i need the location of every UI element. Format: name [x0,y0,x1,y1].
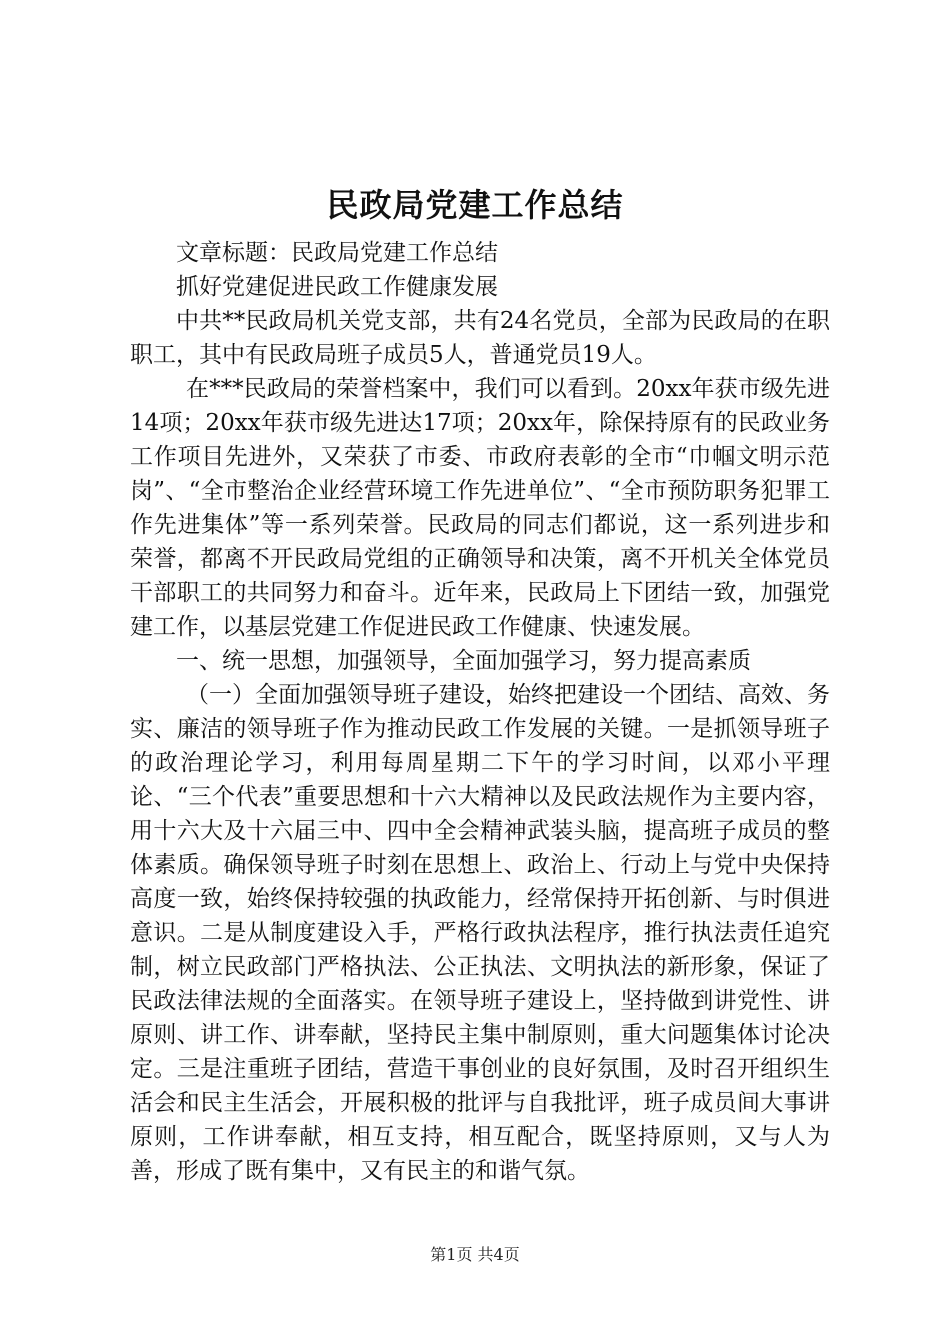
section-heading-one: 一、统一思想，加强领导，全面加强学习，努力提高素质 [176,648,751,674]
paragraph-leadership: （一）全面加强领导班子建设，始终把建设一个团结、高效、务实、廉洁的领导班子作为推动民政工作发展的关键。一是抓领导班子的政治理论学习，利用每周星期二下午的学习时间，以邓小平理论、“三个代表”重要思想和十六大精神以及民政法规作为主要内容，用十六大及十六届三中、四中全会精神武装头脑，提高班子成员的整体素质。确保领导班子时刻在思想上、政治上、行动上与党中央保持高度一致，始终保持较强的执政能力，经常保持开拓创新、与时俱进意识。二是从制度建设入手，严格行政执法程序，推行执法责任追究制，树立民政部门严格执法、公正执法、文明执法的新形象，保证了民政法律法规的全面落实。在领导班子建设上，坚持做到讲党性、讲原则、讲工作、讲奉献，坚持民主集中制原则，重大问题集体讨论决定。三是注重班子团结，营造干事创业的良好氛围，及时召开组织生活会和民主生活会，开展积极的批评与自我批评，班子成员间大事讲原则，工作讲奉献，相互支持，相互配合，既坚持原则，又与人为善，形成了既有集中，又有民主的和谐气氛。 [130,682,830,1184]
document-body [130,236,830,1188]
page-footer: 第1页 共4页 [430,1245,520,1264]
document-title: 民政局党建工作总结 [326,186,624,224]
paragraph-subtitle: 抓好党建促进民政工作健康发展 [176,274,498,300]
paragraph-article-title: 文章标题：民政局党建工作总结 [176,240,498,266]
paragraph-branch-intro: 中共**民政局机关党支部，共有24名党员，全部为民政局的在职职工，其中有民政局班子成员5人，普通党员19人。 [130,308,830,368]
paragraph-honors: 在***民政局的荣誉档案中，我们可以看到。20xx年获市级先进14项；20xx年获市级先进达17项；20xx年，除保持原有的民政业务工作项目先进外，又荣获了市委、市政府表彰的全市“巾帼文明示范岗”、“全市整治企业经营环境工作先进单位”、“全市预防职务犯罪工作先进集体”等一系列荣誉。民政局的同志们都说，这一系列进步和荣誉，都离不开民政局党组的正确领导和决策，离不开机关全体党员干部职工的共同努力和奋斗。近年来，民政局上下团结一致，加强党建工作，以基层党建工作促进民政工作健康、快速发展。 [130,376,830,640]
